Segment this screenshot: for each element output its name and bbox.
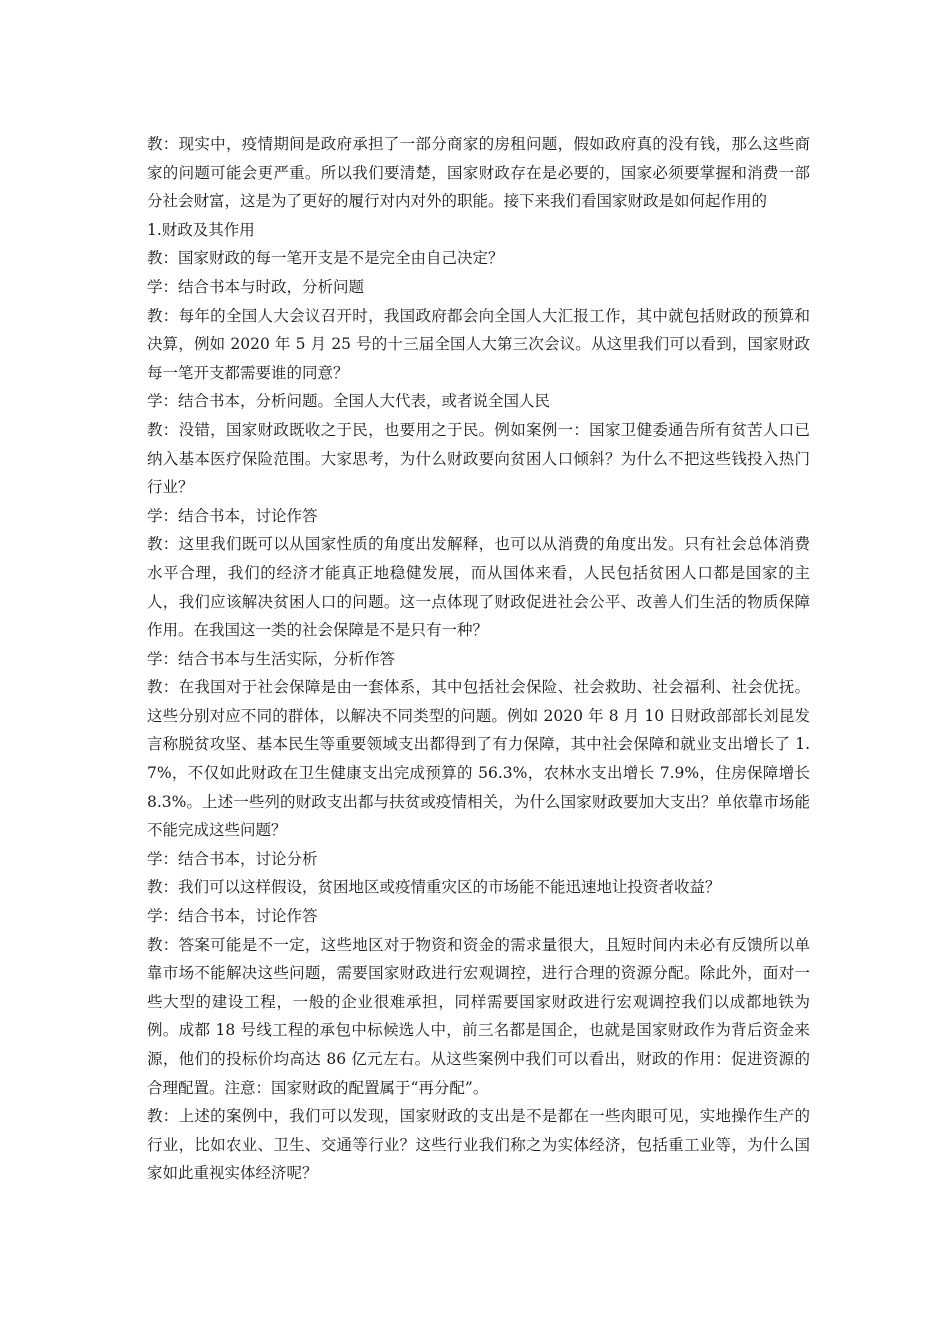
paragraph-teacher-case-one: 教：没错，国家财政既收之于民，也要用之于民。例如案例一：国家卫健委通告所有贫苦人口已纳入基本医疗保险范围。大家思考，为什么财政要向贫困人口倾斜？为什么不把这些钱投入热门行业？: [147, 420, 810, 497]
paragraph-student-response: 学：结合书本，分析问题。全国人大代表，或者说全国人民: [147, 392, 551, 411]
document-body: [147, 130, 810, 1188]
paragraph-teacher-resource-allocation: 教：答案可能是不一定，这些地区对于物资和资金的需求量很大，且短时间内未必有反馈所以单靠市场不能解决这些问题，需要国家财政进行宏观调控，进行合理的资源分配。除此外，面对一些大型的建设工程，一般的企业很难承担，同样需要国家财政进行宏观调控我们以成都地铁为例。成都 18 号线工程的承包中标候选人中，前三名都是国企，也就是国家财政作为背后资金来源，他们的投标价均高达 86 亿元左右。从这些案例中我们可以看出，财政的作用：促进资源的合理配置。注意：国家财政的配置属于“再分配”。: [147, 935, 810, 1097]
paragraph-teacher-npc: 教：每年的全国人大会议召开时，我国政府都会向全国人大汇报工作，其中就包括财政的预算和决算，例如 2020 年 5 月 25 号的十三届全国人大第三次会议。从这里我们可以看到，国家财政每一笔开支都需要谁的同意？: [147, 306, 810, 382]
section-heading: 1.财政及其作用: [147, 220, 255, 239]
paragraph-student-response: 学：结合书本，讨论作答: [147, 907, 318, 926]
paragraph-teacher-real-economy: 教：上述的案例中，我们可以发现，国家财政的支出是不是都在一些肉眼可见，实地操作生产的行业，比如农业、卫生、交通等行业？这些行业我们称之为实体经济，包括重工业等，为什么国家如此重视实体经济呢？: [147, 1107, 810, 1183]
paragraph-student-response: 学：结合书本与生活实际，分析作答: [147, 649, 396, 668]
paragraph-teacher-intro: 教：现实中，疫情期间是政府承担了一部分商家的房租问题，假如政府真的没有钱，那么这些商家的问题可能会更严重。所以我们要清楚，国家财政存在是必要的，国家必须要掌握和消费一部分社会财富，这是为了更好的履行对内对外的职能。接下来我们看国家财政是如何起作用的: [147, 135, 810, 211]
paragraph-teacher-explanation: 教：这里我们既可以从国家性质的角度出发解释，也可以从消费的角度出发。只有社会总体消费水平合理，我们的经济才能真正地稳健发展，而从国体来看，人民包括贫困人口都是国家的主人，我们应该解决贫困人口的问题。这一点体现了财政促进社会公平、改善人们生活的物质保障作用。在我国这一类的社会保障是不是只有一种？: [147, 535, 810, 640]
paragraph-teacher-hypothesis: 教：我们可以这样假设，贫困地区或疫情重灾区的市场能不能迅速地让投资者收益？: [147, 878, 721, 897]
paragraph-student-response: 学：结合书本，讨论作答: [147, 506, 318, 525]
paragraph-teacher-question: 教：国家财政的每一笔开支是不是完全由自己决定？: [147, 249, 504, 268]
paragraph-student-response: 学：结合书本，讨论分析: [147, 849, 318, 868]
paragraph-student-response: 学：结合书本与时政，分析问题: [147, 277, 365, 296]
paragraph-teacher-social-security: 教：在我国对于社会保障是由一套体系，其中包括社会保险、社会救助、社会福利、社会优抚。这些分别对应不同的群体，以解决不同类型的问题。例如 2020 年 8 月 10 日财政部部长刘昆发言称脱贫攻坚、基本民生等重要领域支出都得到了有力保障，其中社会保障和就业支出增长了 1.7%，不仅如此财政在卫生健康支出完成预算的 56.3%，农林水支出增长 7.9%，住房保障增长 8.3%。上述一些列的财政支出都与扶贫或疫情相关，为什么国家财政要加大支出？单依靠市场能不能完成这些问题？: [147, 678, 810, 840]
